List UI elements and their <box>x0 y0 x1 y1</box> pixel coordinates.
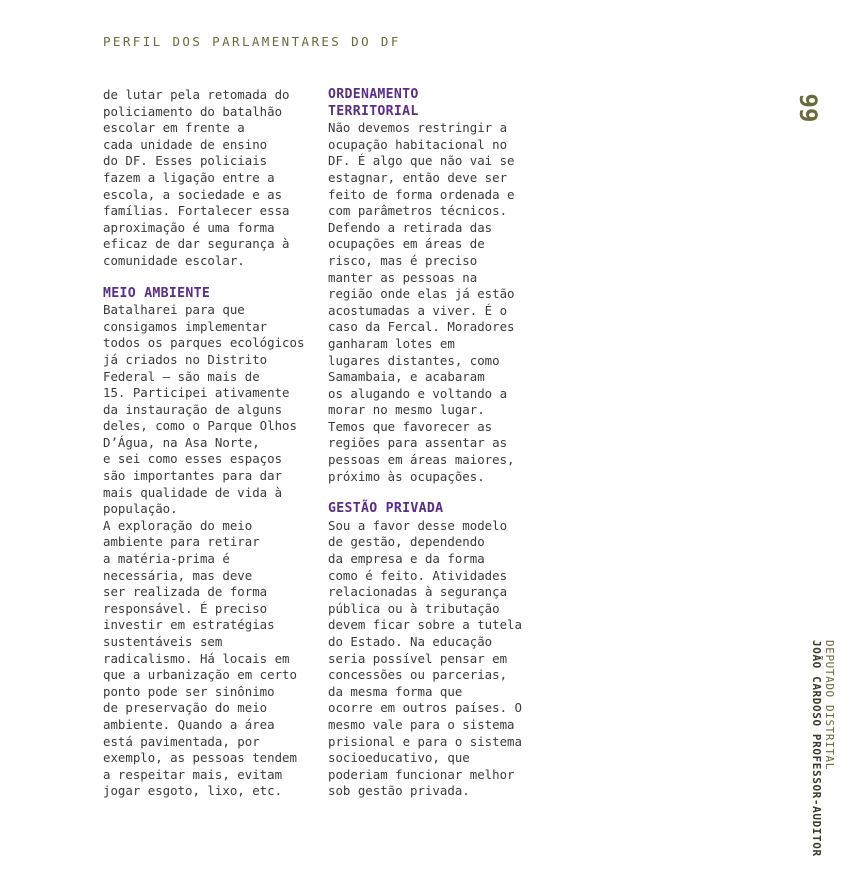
section-heading-meio-ambiente: MEIO AMBIENTE <box>103 285 211 301</box>
author-name: JOÃO CARDOSO PROFESSOR-AUDITOR <box>810 640 823 857</box>
meio-ambiente-paragraph-2: A exploração do meio ambiente para retirar a matéria-prima é necessária, mas deve ser realizada de forma responsável. É preciso investir em estratégias sustentáveis sem radicalismo. Há locais em que a urbanização em certo ponto pode ser sinônimo de preservação do meio ambiente. Quando a área está pavimentada, por exemplo, as pessoas tendem a respeitar mais, evitam jogar esgoto, lixo, etc. <box>103 517 297 799</box>
running-header: PERFIL DOS PARLAMENTARES DO DF <box>103 34 401 49</box>
spacer <box>328 485 543 501</box>
page-number: 99 <box>794 93 822 123</box>
section-heading-ordenamento-territorial: ORDENAMENTO TERRITORIAL <box>328 87 419 119</box>
meio-ambiente-paragraph-1: Batalharei para que consigamos implementar todos os parques ecológicos já criados no Distrito Federal — são mais de 15. Participei ativamente da instauração de alguns deles, como o Parque Olhos D’Água, na Asa Norte, e sei como esses espaços são importantes para dar mais qualidade de vida à população. <box>103 302 305 517</box>
section-heading-gestao-privada: GESTÃO PRIVADA <box>328 501 444 517</box>
side-author-label <box>810 640 836 857</box>
intro-paragraph: de lutar pela retomada do policiamento do batalhão escolar em frente a cada unidade de ensino do DF. Esses policiais fazem a ligação entre a escola, a sociedade e as famílias. Fortalecer essa aproximação é uma forma eficaz de dar segurança à comunidade escolar. <box>103 87 290 268</box>
spacer <box>103 270 318 286</box>
right-column <box>328 87 543 800</box>
gestao-paragraph: Sou a favor desse modelo de gestão, dependendo da empresa e da forma como é feito. Atividades relacionadas à segurança pública ou à tributação devem ficar sobre a tutela do Estado. Na educação seria possível pensar em concessões ou parcerias, da mesma forma que ocorre em outros países. O mesmo vale para o sistema prisional e para o sistema socioeducativo, que poderiam funcionar melhor sob gestão privada. <box>328 517 522 799</box>
left-column <box>103 87 318 800</box>
ordenamento-paragraph: Não devemos restringir a ocupação habitacional no DF. É algo que não vai se estagnar, então deve ser feito de forma ordenada e com parâmetros técnicos. Defendo a retirada das ocupações em áreas de risco, mas é preciso manter as pessoas na região onde elas já estão acostumadas a viver. É o caso da Fercal. Moradores ganharam lotes em lugares distantes, como Samambaia, e acabaram os alugando e voltando a morar no mesmo lugar. Temos que favorecer as regiões para assentar as pessoas em áreas maiores, próximo às ocupações. <box>328 120 515 484</box>
author-role: DEPUTADO DISTRITAL <box>823 640 836 771</box>
